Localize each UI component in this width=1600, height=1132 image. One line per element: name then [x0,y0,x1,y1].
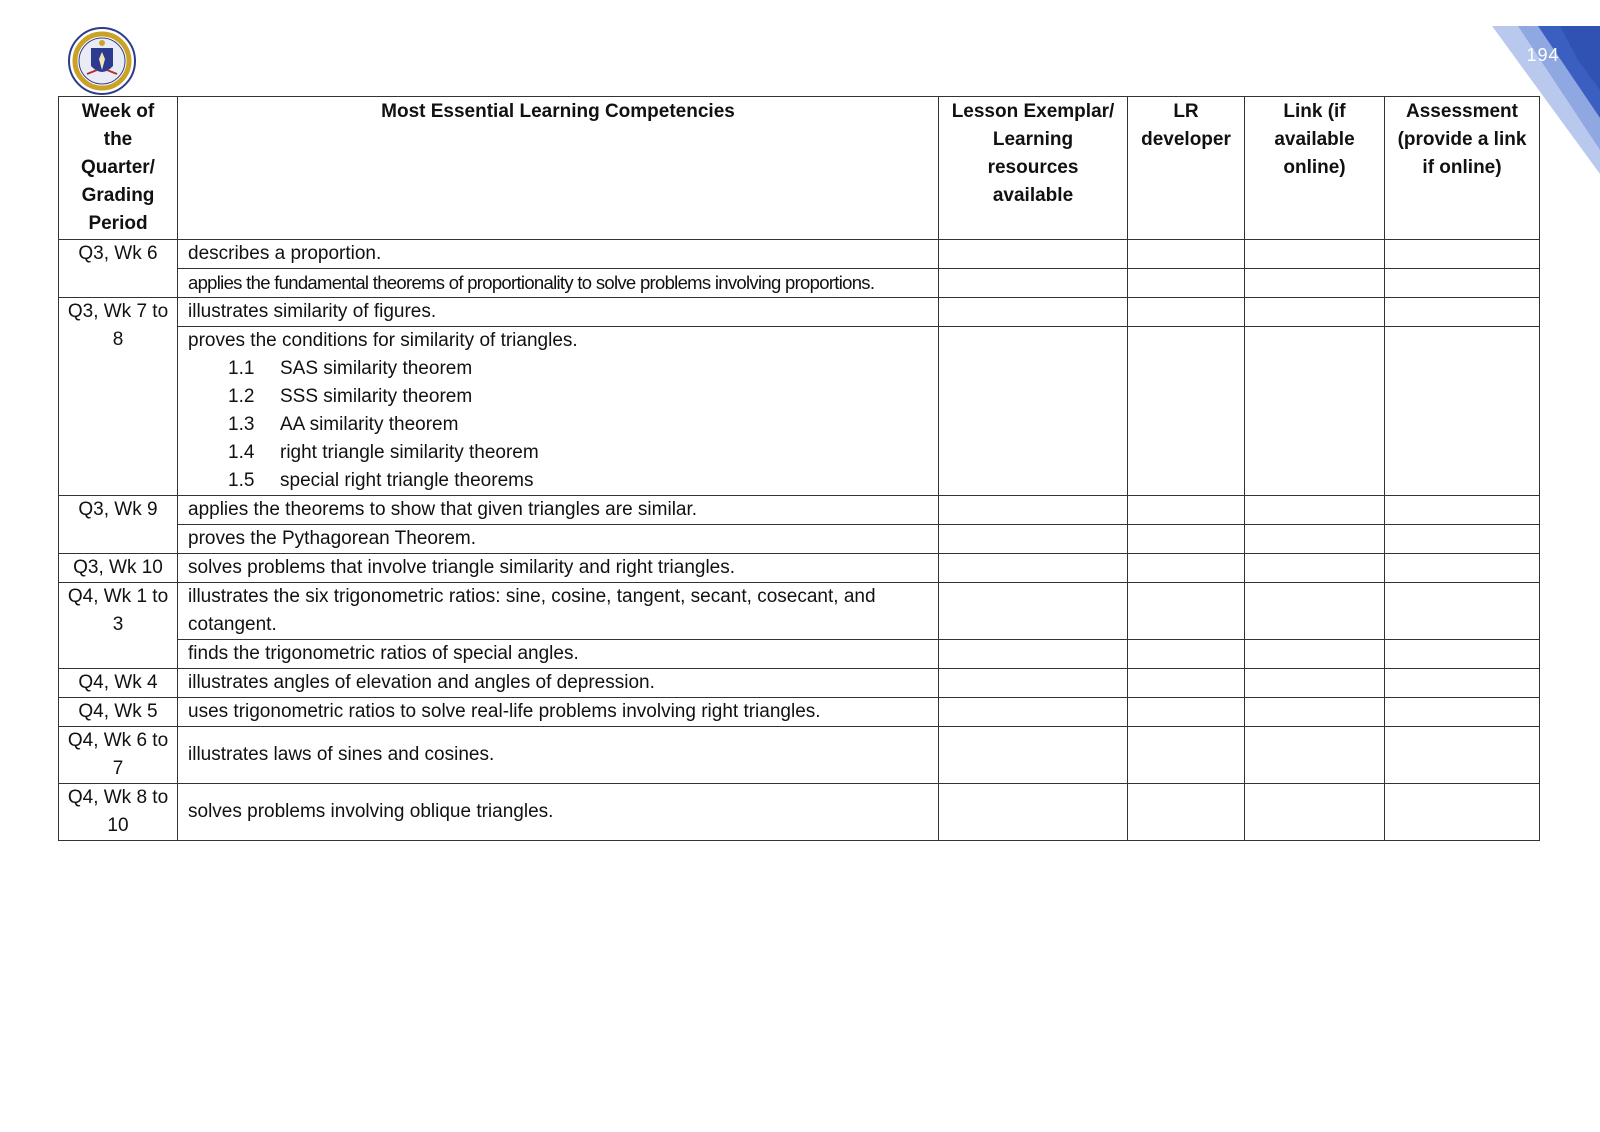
list-item-number: 1.3 [228,414,255,435]
empty-cell [1128,525,1245,554]
empty-cell [1385,784,1540,841]
list-item [188,411,932,439]
table-row [59,698,1540,727]
empty-cell [1385,640,1540,669]
empty-cell [1245,727,1385,784]
empty-cell [1245,554,1385,583]
empty-cell [1245,669,1385,698]
list-item-label: AA similarity theorem [280,414,459,435]
empty-cell [1385,727,1540,784]
empty-cell [1385,327,1540,496]
competency-cell: illustrates similarity of figures. [178,298,939,327]
deped-seal-logo [67,26,137,96]
empty-cell [1245,583,1385,640]
table-row [59,583,1540,640]
empty-cell [1385,583,1540,640]
table-row [59,240,1540,269]
competency-cell [178,327,939,496]
list-item-label: special right triangle theorems [280,470,534,491]
list-item [188,439,932,467]
empty-cell [1385,240,1540,269]
empty-cell [1385,298,1540,327]
week-cell: Q3, Wk 10 [59,554,178,583]
empty-cell [1245,525,1385,554]
list-item-number: 1.5 [228,470,255,491]
list-item-label: SSS similarity theorem [280,386,473,407]
empty-cell [1128,554,1245,583]
empty-cell [1128,269,1245,298]
empty-cell [939,554,1128,583]
table-row [59,269,1540,298]
empty-cell [939,698,1128,727]
competency-cell: uses trigonometric ratios to solve real-life problems involving right triangles. [178,698,939,727]
empty-cell [1128,698,1245,727]
table-row [59,525,1540,554]
empty-cell [939,669,1128,698]
empty-cell [1385,669,1540,698]
empty-cell [939,327,1128,496]
header-lesson-exemplar: Lesson Exemplar/ Learning resources available [939,97,1128,240]
list-item [188,467,932,495]
empty-cell [1245,496,1385,525]
competency-text: proves the conditions for similarity of triangles. [188,330,578,351]
list-item-label: SAS similarity theorem [280,358,473,379]
list-item-number: 1.1 [228,358,255,379]
header-link: Link (if available online) [1245,97,1385,240]
empty-cell [1128,496,1245,525]
empty-cell [1128,298,1245,327]
empty-cell [1128,327,1245,496]
empty-cell [1385,525,1540,554]
empty-cell [1245,784,1385,841]
competency-cell: finds the trigonometric ratios of special angles. [178,640,939,669]
empty-cell [1128,240,1245,269]
week-cell: Q4, Wk 1 to 3 [59,583,178,669]
empty-cell [939,727,1128,784]
empty-cell [1245,640,1385,669]
empty-cell [1128,784,1245,841]
empty-cell [1128,583,1245,640]
empty-cell [1385,698,1540,727]
table-row [59,640,1540,669]
empty-cell [1128,727,1245,784]
header-lr-developer: LR developer [1128,97,1245,240]
competency-cell: applies the fundamental theorems of proportionality to solve problems involving proportions. [178,269,939,298]
table-row [59,784,1540,841]
empty-cell [939,525,1128,554]
empty-cell [939,496,1128,525]
week-cell: Q4, Wk 5 [59,698,178,727]
empty-cell [1385,496,1540,525]
empty-cell [1245,298,1385,327]
list-item-number: 1.4 [228,442,255,463]
competency-cell: proves the Pythagorean Theorem. [178,525,939,554]
empty-cell [1128,669,1245,698]
week-cell: Q3, Wk 7 to 8 [59,298,178,496]
competency-table [58,96,1540,841]
empty-cell [1245,698,1385,727]
empty-cell [939,298,1128,327]
table-row [59,669,1540,698]
table-header-row [59,97,1540,240]
empty-cell [1385,269,1540,298]
table-row [59,327,1540,496]
header-assessment: Assessment (provide a link if online) [1385,97,1540,240]
competency-cell: illustrates angles of elevation and angles of depression. [178,669,939,698]
week-cell: Q3, Wk 6 [59,240,178,298]
week-cell: Q4, Wk 6 to 7 [59,727,178,784]
table-row [59,496,1540,525]
competency-cell: applies the theorems to show that given triangles are similar. [178,496,939,525]
table-row [59,298,1540,327]
header-melc: Most Essential Learning Competencies [178,97,939,240]
list-item [188,355,932,383]
empty-cell [939,240,1128,269]
empty-cell [1128,640,1245,669]
table-row [59,554,1540,583]
competency-cell: solves problems that involve triangle similarity and right triangles. [178,554,939,583]
list-item-label: right triangle similarity theorem [280,442,539,463]
competency-cell: illustrates the six trigonometric ratios: sine, cosine, tangent, secant, cosecant, and cotangent. [178,583,939,640]
empty-cell [1245,240,1385,269]
competency-cell: solves problems involving oblique triangles. [178,784,939,841]
empty-cell [939,269,1128,298]
empty-cell [939,640,1128,669]
week-cell: Q3, Wk 9 [59,496,178,554]
empty-cell [939,784,1128,841]
empty-cell [1245,327,1385,496]
week-cell: Q4, Wk 8 to 10 [59,784,178,841]
week-cell: Q4, Wk 4 [59,669,178,698]
page-number: 194 [1526,45,1560,65]
list-item [188,383,932,411]
list-item-number: 1.2 [228,386,255,407]
empty-cell [1385,554,1540,583]
empty-cell [939,583,1128,640]
header-week: Week of the Quarter/ Grading Period [59,97,178,240]
competency-cell: describes a proportion. [178,240,939,269]
competency-cell: illustrates laws of sines and cosines. [178,727,939,784]
empty-cell [1245,269,1385,298]
table-row [59,727,1540,784]
